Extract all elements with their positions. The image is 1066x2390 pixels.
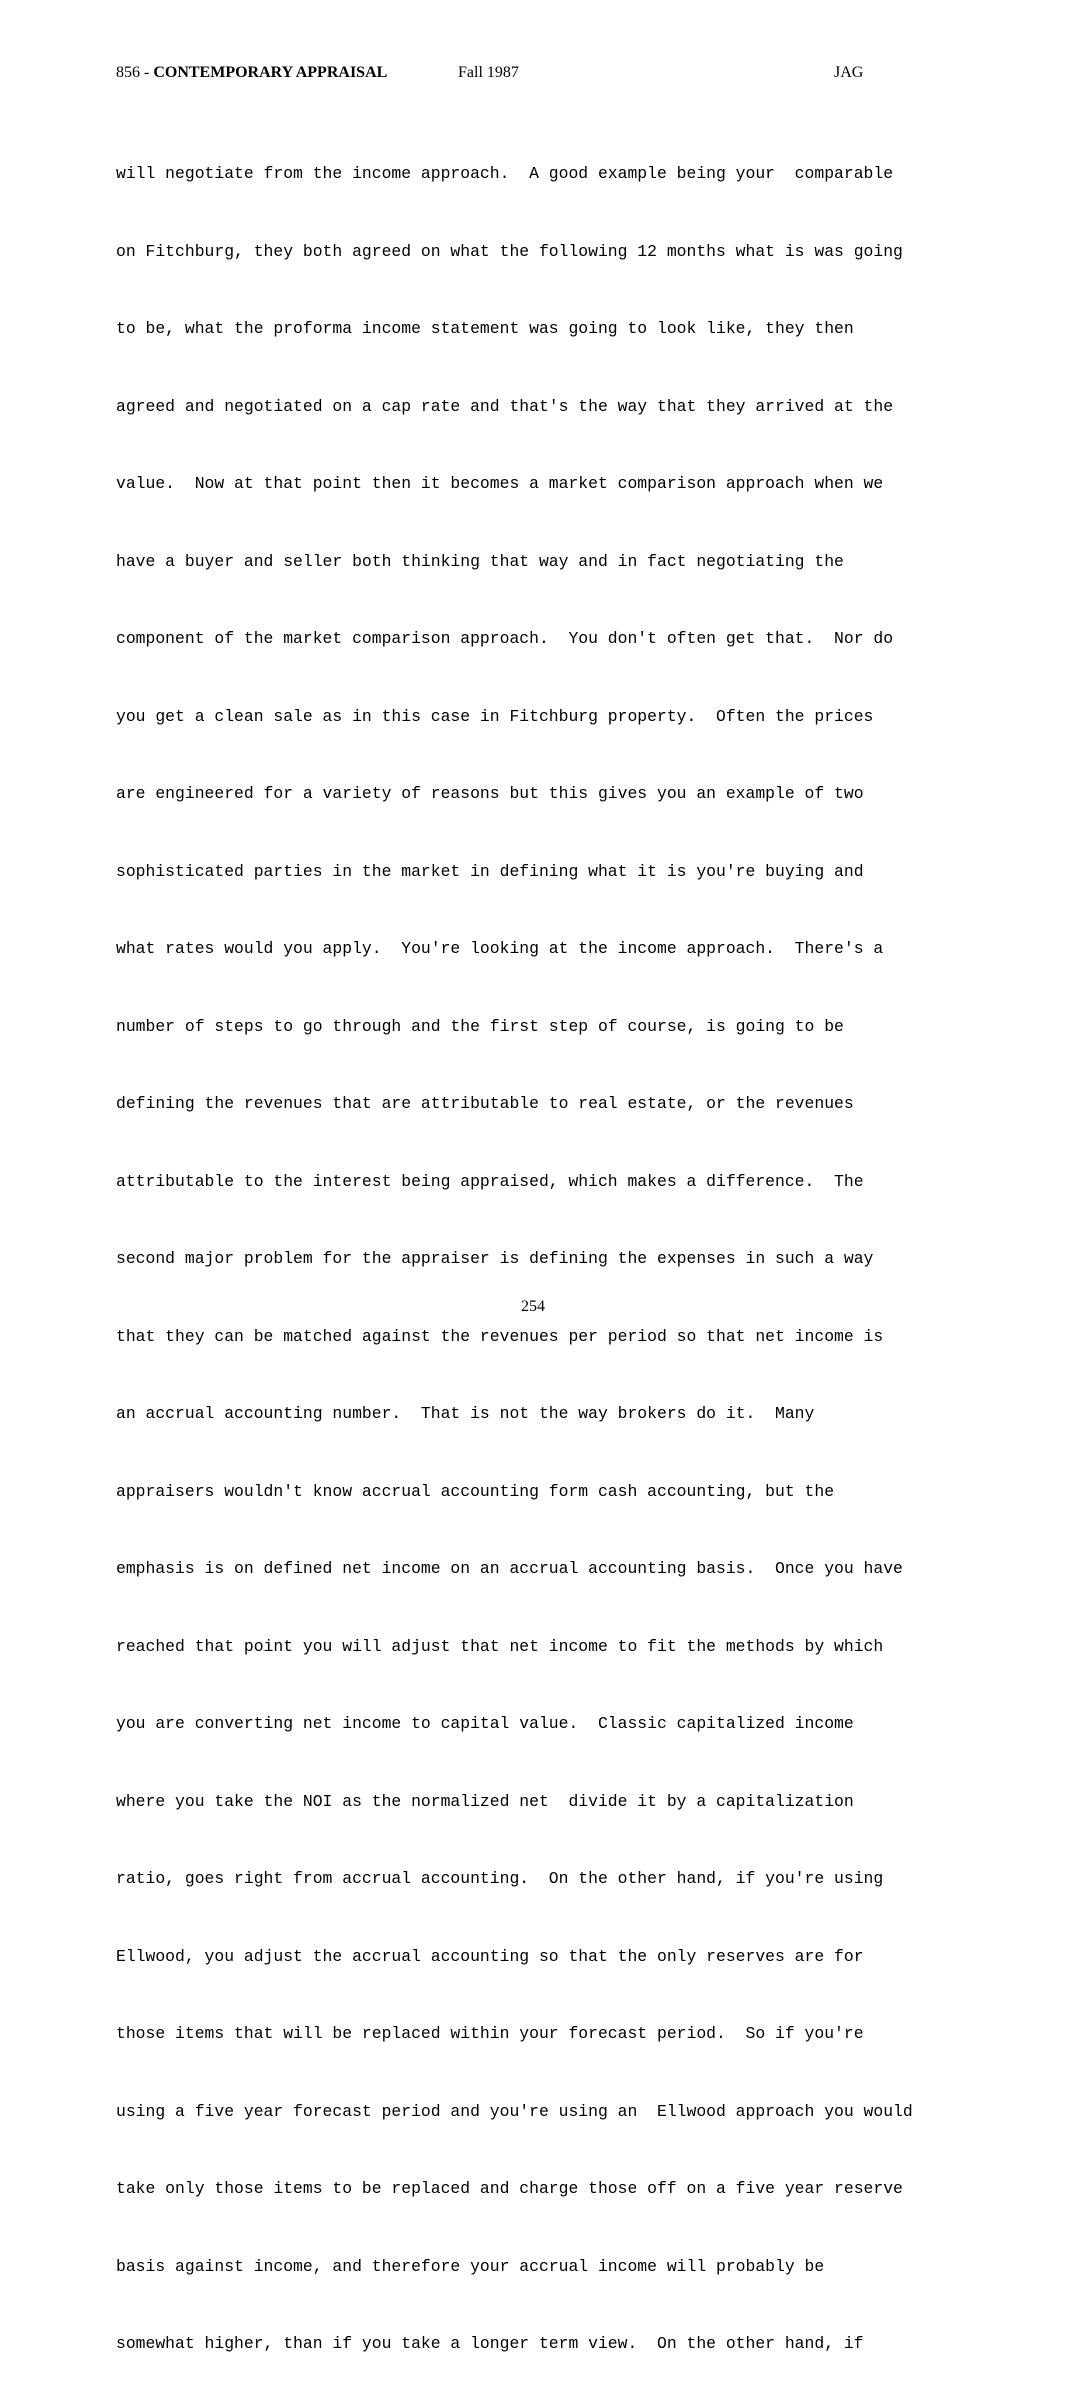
text-line: take only those items to be replaced and charge those off on a five year reserve: [116, 2179, 903, 2198]
text-line: defining the revenues that are attributable to real estate, or the revenues: [116, 1094, 854, 1113]
text-line: value. Now at that point then it becomes a market comparison approach when we: [116, 474, 884, 493]
page-number: 254: [521, 1298, 545, 1315]
text-line: to be, what the proforma income statement was going to look like, they then: [116, 319, 854, 338]
text-line: what rates would you apply. You're looking at the income approach. There's a: [116, 939, 884, 958]
text-line: appraisers wouldn't know accrual accounting form cash accounting, but the: [116, 1481, 835, 1501]
text-line: basis against income, and therefore your accrual income will probably be: [116, 2256, 825, 2276]
term-label: Fall 1987: [458, 64, 519, 81]
text-line: component of the market comparison approach. You don't often get that. Nor do: [116, 629, 894, 648]
text-line: second major problem for the appraiser is defining the expenses in such a way: [116, 1249, 874, 1268]
text-line: number of steps to go through and the first step of course, is going to be: [116, 1016, 844, 1036]
text-line: those items that will be replaced within your forecast period. So if you're: [116, 2024, 864, 2043]
text-line: sophisticated parties in the market in defining what it is you're buying and: [116, 861, 864, 881]
text-line: you are converting net income to capital value. Classic capitalized income: [116, 1714, 854, 1733]
text-line: where you take the NOI as the normalized net divide it by a capitalization: [116, 1791, 854, 1811]
text-line: ratio, goes right from accrual accounting. On the other hand, if you're using: [116, 1869, 884, 1888]
text-line: somewhat higher, than if you take a longer term view. On the other hand, if: [116, 2334, 864, 2353]
course-code: 856 -: [116, 64, 154, 81]
page-header: [116, 62, 876, 84]
text-line: Ellwood, you adjust the accrual accounting so that the only reserves are for: [116, 1946, 864, 1966]
text-line: an accrual accounting number. That is not the way brokers do it. Many: [116, 1404, 815, 1423]
transcript-body: [116, 123, 976, 2390]
text-line: attributable to the interest being appraised, which makes a difference. The: [116, 1171, 864, 1191]
text-line: you get a clean sale as in this case in Fitchburg property. Often the prices: [116, 706, 874, 726]
text-line: on Fitchburg, they both agreed on what the following 12 months what is was going: [116, 241, 903, 261]
text-line: will negotiate from the income approach. A good example being your comparable: [116, 164, 894, 183]
text-line: agreed and negotiated on a cap rate and that's the way that they arrived at the: [116, 396, 894, 416]
text-line: are engineered for a variety of reasons but this gives you an example of two: [116, 784, 864, 803]
text-line: emphasis is on defined net income on an accrual accounting basis. Once you have: [116, 1559, 903, 1578]
text-line: reached that point you will adjust that net income to fit the methods by which: [116, 1636, 884, 1656]
course-title: CONTEMPORARY APPRAISAL: [153, 64, 388, 81]
text-line: that they can be matched against the revenues per period so that net income is: [116, 1326, 884, 1346]
author-initials: JAG: [834, 64, 864, 81]
text-line: have a buyer and seller both thinking that way and in fact negotiating the: [116, 551, 844, 571]
text-line: using a five year forecast period and you're using an Ellwood approach you would: [116, 2101, 913, 2121]
course-heading: [116, 62, 387, 84]
